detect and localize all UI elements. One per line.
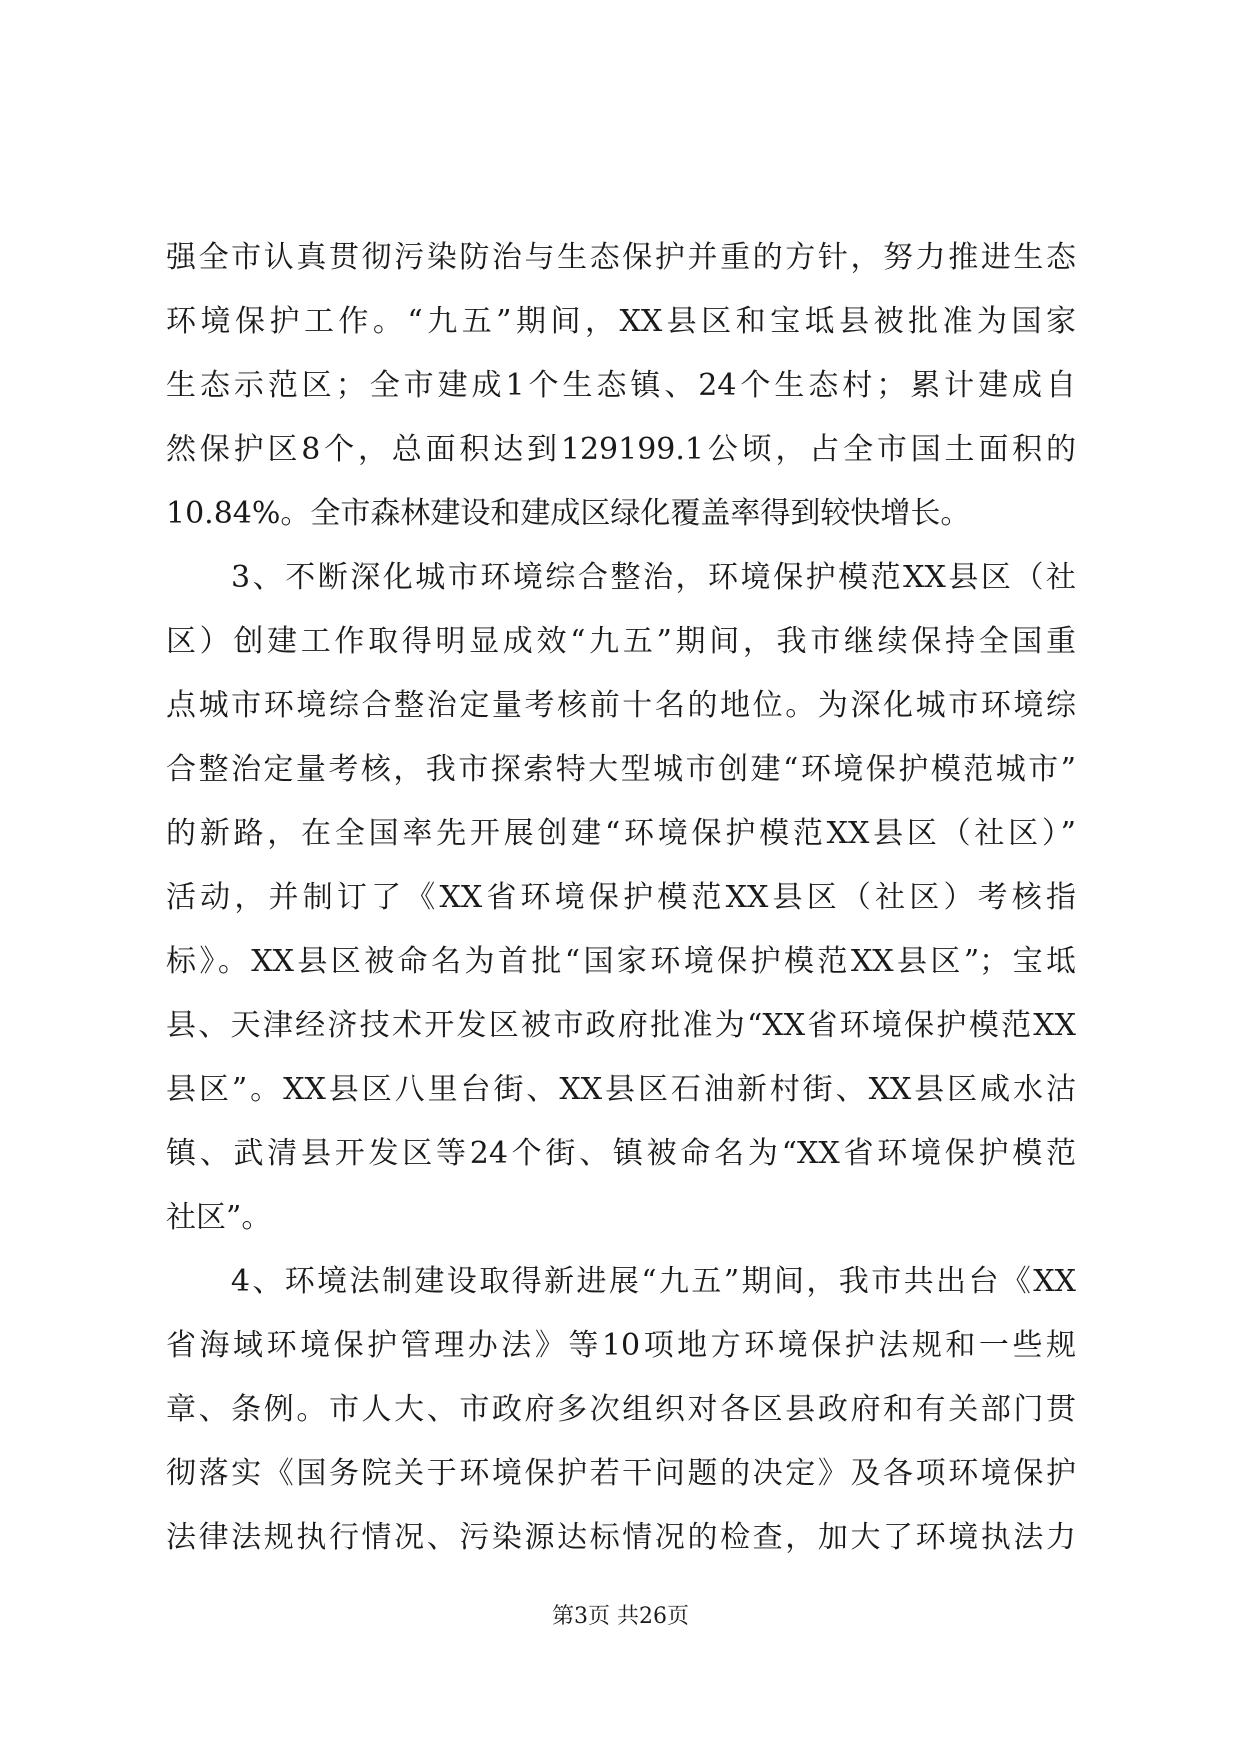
text-line: 然保护区8个，总面积达到129199.1公顷，占全市国土面积的 — [166, 432, 1076, 467]
text-line: 的新路，在全国率先开展创建“环境保护模范XX县区（社区）” — [166, 816, 1076, 851]
text-line: 区）创建工作取得明显成效“九五”期间，我市继续保持全国重 — [166, 624, 1076, 659]
text-line: 生态示范区；全市建成1个生态镇、24个生态村；累计建成自 — [166, 368, 1076, 403]
text-line: 标》。XX县区被命名为首批“国家环境保护模范XX县区”；宝坻 — [166, 944, 1076, 979]
text-line: 法律法规执行情况、污染源达标情况的检查，加大了环境执法力 — [166, 1520, 1076, 1555]
text-line: 4、环境法制建设取得新进展“九五”期间，我市共出台《XX — [166, 1264, 1076, 1299]
text-line: 章、条例。市人大、市政府多次组织对各区县政府和有关部门贯 — [166, 1392, 1076, 1427]
text-line: 3、不断深化城市环境综合整治，环境保护模范XX县区（社 — [166, 560, 1076, 595]
text-line: 县区”。XX县区八里台街、XX县区石油新村街、XX县区咸水沽 — [166, 1072, 1076, 1107]
text-line: 省海域环境保护管理办法》等10项地方环境保护法规和一些规 — [166, 1328, 1076, 1363]
text-line: 环境保护工作。“九五”期间，XX县区和宝坻县被批准为国家 — [166, 304, 1076, 339]
text-line: 社区”。 — [166, 1200, 272, 1235]
text-line: 县、天津经济技术开发区被市政府批准为“XX省环境保护模范XX — [166, 1008, 1076, 1043]
text-line: 合整治定量考核，我市探索特大型城市创建“环境保护模范城市” — [166, 752, 1076, 787]
text-line: 10.84%。全市森林建设和建成区绿化覆盖率得到较快增长。 — [166, 496, 971, 531]
text-line: 点城市环境综合整治定量考核前十名的地位。为深化城市环境综 — [166, 688, 1076, 723]
text-line: 镇、武清县开发区等24个街、镇被命名为“XX省环境保护模范 — [166, 1136, 1076, 1171]
document-body — [166, 226, 1076, 1570]
text-line: 强全市认真贯彻污染防治与生态保护并重的方针，努力推进生态 — [166, 240, 1076, 275]
text-line: 活动，并制订了《XX省环境保护模范XX县区（社区）考核指 — [166, 880, 1076, 915]
text-line: 彻落实《国务院关于环境保护若干问题的决定》及各项环境保护 — [166, 1456, 1076, 1491]
page-number-footer: 第3页 共26页 — [552, 1604, 689, 1629]
